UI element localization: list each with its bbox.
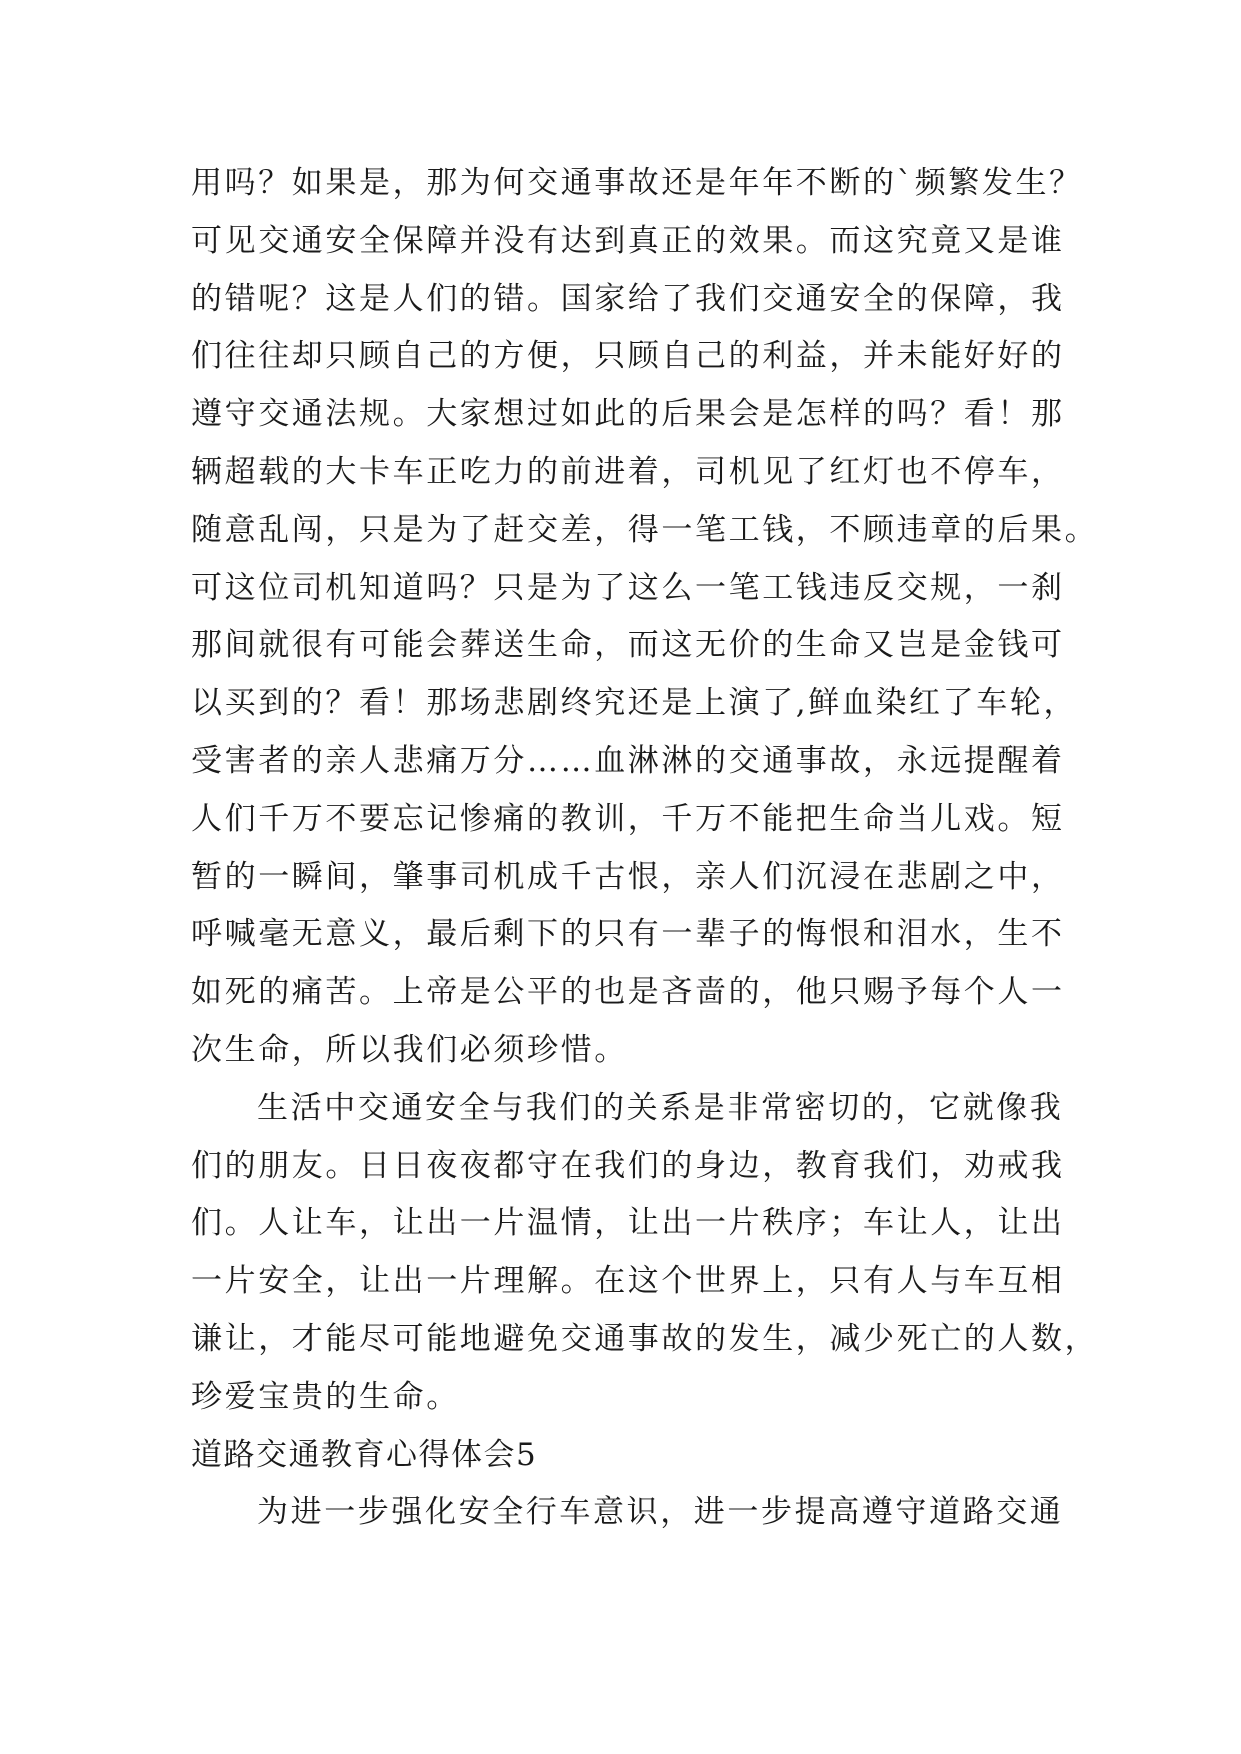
paragraph-2 [191, 1080, 1099, 1427]
text-line: 们。人让车，让出一片温情，让出一片秩序；车让人，让出 [191, 1205, 1065, 1242]
text-line: 一片安全，让出一片理解。在这个世界上，只有人与车互相 [191, 1263, 1065, 1300]
text-line: 随意乱闯，只是为了赶交差，得一笔工钱，不顾违章的后果。 [191, 511, 1099, 548]
text-line: 用吗？如果是，那为何交通事故还是年年不断的`频繁发生？ [191, 165, 1083, 201]
text-line: 谦让，才能尽可能地避免交通事故的发生，减少死亡的人数， [191, 1320, 1099, 1357]
section-heading: 道路交通教育心得体会5 [191, 1436, 538, 1473]
text-line: 辆超载的大卡车正吃力的前进着，司机见了红灯也不停车， [191, 453, 1065, 490]
text-line: 们往往却只顾自己的方便，只顾自己的利益，并未能好好的 [191, 338, 1065, 375]
text-line: 珍爱宝贵的生命。 [191, 1378, 460, 1415]
text-line: 呼喊毫无意义，最后剩下的只有一辈子的悔恨和泪水，生不 [191, 916, 1065, 953]
text-line: 如死的痛苦。上帝是公平的也是吝啬的，他只赐予每个人一 [191, 974, 1065, 1011]
text-line: 生活中交通安全与我们的关系是非常密切的，它就像我 [257, 1089, 1064, 1126]
text-line: 为进一步强化安全行车意识，进一步提高遵守道路交通 [257, 1494, 1064, 1531]
text-line: 暂的一瞬间，肇事司机成千古恨，亲人们沉浸在悲剧之中， [191, 858, 1065, 895]
text-line: 可这位司机知道吗？只是为了这么一笔工钱违反交规，一刹 [191, 569, 1065, 606]
text-line: 人们千万不要忘记惨痛的教训，千万不能把生命当儿戏。短 [191, 800, 1065, 837]
text-line: 受害者的亲人悲痛万分……血淋淋的交通事故，永远提醒着 [191, 742, 1065, 779]
text-line: 的错呢？这是人们的错。国家给了我们交通安全的保障，我 [191, 280, 1065, 317]
paragraph-1 [191, 155, 1099, 1080]
text-line: 次生命，所以我们必须珍惜。 [191, 1031, 628, 1068]
text-line: 可见交通安全保障并没有达到真正的效果。而这究竟又是谁 [191, 222, 1065, 259]
text-line: 那间就很有可能会葬送生命，而这无价的生命又岂是金钱可 [191, 627, 1065, 664]
document-body [191, 155, 1099, 1542]
paragraph-3 [191, 1484, 1064, 1542]
text-line: 遵守交通法规。大家想过如此的后果会是怎样的吗？看！那 [191, 396, 1065, 433]
text-line: 以买到的？看！那场悲剧终究还是上演了,鲜血染红了车轮， [191, 685, 1078, 722]
text-line: 们的朋友。日日夜夜都守在我们的身边，教育我们，劝戒我 [191, 1147, 1065, 1184]
